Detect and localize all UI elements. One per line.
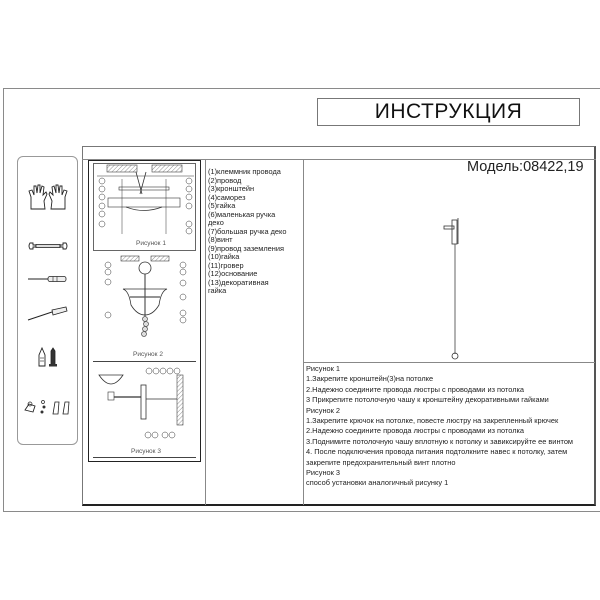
pendant-drawing [440, 218, 470, 358]
instruction-line: Рисунок 1 [306, 364, 341, 373]
diagrams-frame [88, 160, 201, 462]
figure-2-caption: Рисунок 2 [133, 351, 163, 358]
figure-bottom-line [93, 457, 196, 458]
instruction-line: 4. После подключения провода питания подтолкните навес к потолку, затем [306, 447, 568, 457]
instruction-line: 2.Надежно соедините провода люстры с проводами из потолка [306, 384, 525, 394]
parts-item: (8)винт [208, 235, 233, 244]
figure-3-drawing [93, 365, 196, 453]
instruction-line: 3.Поднимите потолочную чашу вплотную к потолку и завиксируйте ее винтом [306, 436, 574, 446]
instruction-line: закрепите предохранительный винт плотно [306, 457, 456, 467]
instruction-line: 3 Прикрепите потолочную чашу к кронштейну декоративными гайками [306, 395, 549, 405]
parts-item: (10)гайка [208, 252, 240, 261]
parts-item: (3)кронштейн [208, 184, 255, 193]
column-divider-2 [303, 160, 304, 505]
parts-item: (2)провод [208, 175, 242, 185]
parts-item: (12)основание [208, 269, 258, 278]
instruction-line: 1.Закрепите кронштейн(3)на потолке [306, 374, 434, 384]
parts-item: (5)гайка [208, 201, 236, 210]
instruction-line: Рисунок 3 [306, 468, 341, 478]
instruction-line: Рисунок 2 [306, 405, 341, 415]
wire-connectors-icon [23, 398, 73, 416]
anchor-screw-icon [37, 347, 59, 367]
parts-item: (11)гровер [208, 260, 244, 270]
column-divider-1 [205, 160, 206, 505]
tools-panel [17, 156, 78, 445]
instruction-line: способ установки аналогичный рисунку 1 [306, 478, 449, 488]
title-text: ИНСТРУКЦИЯ [374, 100, 523, 123]
parts-item: (1)клеммник провода [208, 167, 281, 176]
gloves-icon [28, 183, 68, 211]
screwdriver-icon [28, 275, 68, 283]
parts-item: (13)декоративная [208, 277, 269, 287]
table-header-row [82, 146, 596, 160]
instruction-line: 1.Закрепите крючок на потолке, повесте люстру на закрепленный крючек [306, 416, 559, 426]
instructions-text [306, 364, 596, 489]
figure-1-caption: Рисунок 1 [136, 240, 166, 247]
parts-item: (7)большая ручка деко [208, 226, 287, 236]
figure-divider [93, 361, 196, 362]
wrench-icon [28, 241, 68, 251]
figure-1 [93, 163, 196, 251]
parts-item: (6)маленькая ручка [208, 209, 276, 219]
parts-item: (4)саморез [208, 192, 246, 202]
row-divider [303, 362, 595, 363]
parts-item: (9)провод заземления [208, 243, 284, 253]
screwdriver-flat-icon [28, 307, 68, 321]
figure-3-caption: Рисунок 3 [131, 448, 161, 455]
figure-2-drawing [93, 255, 196, 355]
parts-item: деко [208, 218, 224, 227]
figure-1-drawing [94, 164, 197, 252]
document-title [317, 98, 580, 126]
model-label: Модель:08422,19 [467, 159, 584, 175]
parts-list [208, 168, 303, 296]
parts-item: гайка [208, 286, 227, 295]
instruction-line: 2.Надежно соедините провода люстры с проводами из потолка [306, 426, 525, 436]
